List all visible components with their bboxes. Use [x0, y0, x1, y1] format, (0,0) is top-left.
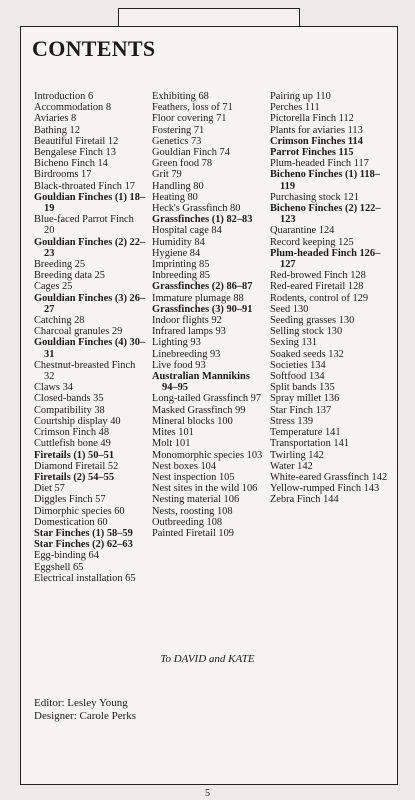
- index-entry: Gouldian Finches (4) 30–31: [34, 337, 146, 360]
- index-entry: Grit 79: [152, 169, 182, 181]
- index-entry: Bathing 12: [34, 124, 80, 136]
- index-entry: Monomorphic species 103: [152, 449, 263, 461]
- index-entry: Nests, roosting 108: [152, 505, 233, 517]
- index-entry: Masked Grassfinch 99: [152, 404, 246, 416]
- index-entry: Seed 130: [270, 303, 309, 315]
- index-entry: Black-throated Finch 17: [34, 180, 135, 192]
- index-entry: Dimorphic species 60: [34, 505, 125, 517]
- index-entry: Painted Firetail 109: [152, 527, 234, 539]
- index-entry: Birdrooms 17: [34, 169, 92, 181]
- index-entry: Egg-binding 64: [34, 550, 99, 562]
- index-entry: Plants for aviaries 113: [270, 124, 363, 136]
- index-entry: Humidity 84: [152, 236, 205, 248]
- index-entry: Plum-headed Finch 117: [270, 158, 369, 170]
- index-entry: Star Finches (1) 58–59: [34, 527, 133, 539]
- index-entry: Plum-headed Finch 126–127: [270, 247, 381, 271]
- index-entry: Parrot Finches 115: [270, 147, 354, 159]
- page-title: CONTENTS: [32, 36, 156, 61]
- index-entry: Introduction 6: [34, 91, 94, 102]
- index-entry: Pictorella Finch 112: [270, 113, 354, 125]
- index-entry: Bicheno Finch 14: [34, 158, 108, 170]
- index-entry: Softfood 134: [270, 371, 325, 383]
- index-entry: Diamond Firetail 52: [34, 460, 119, 472]
- index-entry: Eggshell 65: [34, 561, 84, 573]
- index-entry: Accommodation 8: [34, 102, 112, 114]
- index-entry: Transportation 141: [270, 438, 349, 450]
- index-entry: Domestication 60: [34, 516, 108, 528]
- index-entry: White-eared Grassfinch 142: [270, 471, 388, 483]
- index-entry: Nest boxes 104: [152, 460, 217, 472]
- index-entry: Rodents, control of 129: [270, 292, 369, 304]
- index-entry: Aviaries 8: [34, 113, 77, 125]
- index-entry: Star Finches (2) 62–63: [34, 539, 133, 551]
- index-entry: Breeding 25: [34, 259, 86, 271]
- index-entry: Outbreeding 108: [152, 516, 223, 528]
- index-entry: Seeding grasses 130: [270, 315, 355, 327]
- index-entry: Genetics 73: [152, 135, 202, 147]
- index-entry: Spray millet 136: [270, 393, 340, 405]
- index-entry: Inbreeding 85: [152, 270, 210, 282]
- index-entry: Gouldian Finches (1) 18–19: [34, 191, 146, 215]
- index-entry: Sexing 131: [270, 337, 318, 349]
- index-entry: Gouldian Finches (2) 22–23: [34, 236, 146, 259]
- index-entry: Pairing up 110: [270, 91, 331, 102]
- index-entry: Breeding data 25: [34, 270, 105, 282]
- index-entry: Electrical installation 65: [34, 572, 136, 584]
- index-entry: Red-eared Firetail 128: [270, 281, 364, 293]
- index-entry: Linebreeding 93: [152, 348, 221, 360]
- index-entry: Heating 80: [152, 191, 198, 203]
- index-entry: Temperature 141: [270, 427, 341, 439]
- index-entry: Perches 111: [270, 102, 320, 114]
- index-entry: Long-tailed Grassfinch 97: [152, 393, 262, 405]
- index-entry: Heck's Grassfinch 80: [152, 203, 241, 215]
- index-entry: Infrared lamps 93: [152, 326, 226, 338]
- index-entry: Quarantine 124: [270, 225, 335, 237]
- index-entry: Grassfinches (3) 90–91: [152, 303, 253, 315]
- index-entry: Purchasing stock 121: [270, 191, 359, 203]
- index-entry: Mites 101: [152, 427, 194, 439]
- index-entry: Exhibiting 68: [152, 91, 209, 102]
- index-entry: Diggles Finch 57: [34, 494, 106, 506]
- index-entry: Live food 93: [152, 359, 206, 371]
- index-entry: Star Finch 137: [270, 404, 332, 416]
- index-column-3: [270, 91, 390, 506]
- index-entry: Gouldian Finches (3) 26–27: [34, 292, 146, 315]
- index-entry: Hygiene 84: [152, 247, 201, 259]
- index-entry: Molt 101: [152, 438, 191, 450]
- index-entry: Nesting material 106: [152, 494, 240, 506]
- index-entry: Zebra Finch 144: [270, 494, 339, 506]
- editor-credit: Editor: Lesley Young: [34, 697, 128, 709]
- index-entry: Stress 139: [270, 415, 314, 427]
- index-entry: Crimson Finches 114: [270, 135, 363, 147]
- top-tab-decoration: [118, 8, 300, 27]
- index-entry: Yellow-rumped Finch 143: [270, 483, 380, 495]
- index-entry: Catching 28: [34, 315, 85, 327]
- index-entry: Beautiful Firetail 12: [34, 135, 119, 147]
- index-entry: Fostering 71: [152, 124, 205, 136]
- index-entry: Floor covering 71: [152, 113, 227, 125]
- index-entry: Blue-faced Parrot Finch 20: [34, 214, 134, 237]
- index-entry: Green food 78: [152, 158, 213, 170]
- index-entry: Courtship display 40: [34, 415, 121, 427]
- index-entry: Imprinting 85: [152, 259, 210, 271]
- index-entry: Grassfinches (2) 86–87: [152, 281, 253, 293]
- index-entry: Societies 134: [270, 359, 326, 371]
- index-entry: Record keeping 125: [270, 236, 354, 248]
- index-entry: Immature plumage 88: [152, 292, 244, 304]
- index-entry: Water 142: [270, 460, 313, 472]
- index-column-2: [152, 91, 268, 539]
- index-entry: Firetails (1) 50–51: [34, 449, 115, 461]
- index-entry: Mineral blocks 100: [152, 415, 233, 427]
- index-entry: Charcoal granules 29: [34, 326, 123, 338]
- index-entry: Firetails (2) 54–55: [34, 471, 115, 483]
- index-entry: Compatibility 38: [34, 404, 105, 416]
- index-column-1: [34, 91, 146, 584]
- index-entry: Crimson Finch 48: [34, 427, 110, 439]
- dedication: To DAVID and KATE: [160, 653, 255, 665]
- index-entry: Bengalese Finch 13: [34, 147, 116, 159]
- index-entry: Claws 34: [34, 382, 73, 394]
- index-entry: Bicheno Finches (2) 122–123: [270, 203, 381, 226]
- index-entry: Selling stock 130: [270, 326, 343, 338]
- index-entry: Gouldian Finch 74: [152, 147, 230, 159]
- index-entry: Split bands 135: [270, 382, 335, 394]
- index-entry: Nest inspection 105: [152, 471, 235, 483]
- designer-credit: Designer: Carole Perks: [34, 710, 137, 722]
- index-entry: Hospital cage 84: [152, 225, 222, 237]
- index-entry: Cages 25: [34, 281, 73, 293]
- index-entry: Indoor flights 92: [152, 315, 222, 327]
- index-entry: Nest sites in the wild 106: [152, 483, 258, 495]
- index-entry: Australian Mannikins 94–95: [152, 371, 250, 394]
- index-entry: Diet 57: [34, 483, 65, 495]
- index-entry: Soaked seeds 132: [270, 348, 344, 360]
- index-entry: Twirling 142: [270, 449, 324, 461]
- index-entry: Chestnut-breasted Finch 32: [34, 359, 136, 383]
- index-entry: Red-browed Finch 128: [270, 270, 366, 282]
- index-entry: Handling 80: [152, 180, 204, 192]
- credits: [34, 697, 136, 723]
- index-entry: Feathers, loss of 71: [152, 102, 233, 114]
- page-number: 5: [205, 788, 210, 799]
- index-entry: Cuttlefish bone 49: [34, 438, 111, 450]
- index-entry: Lighting 93: [152, 337, 201, 349]
- index-entry: Grassfinches (1) 82–83: [152, 214, 253, 226]
- index-entry: Bicheno Finches (1) 118–119: [270, 169, 380, 192]
- index-entry: Closed-bands 35: [34, 393, 104, 405]
